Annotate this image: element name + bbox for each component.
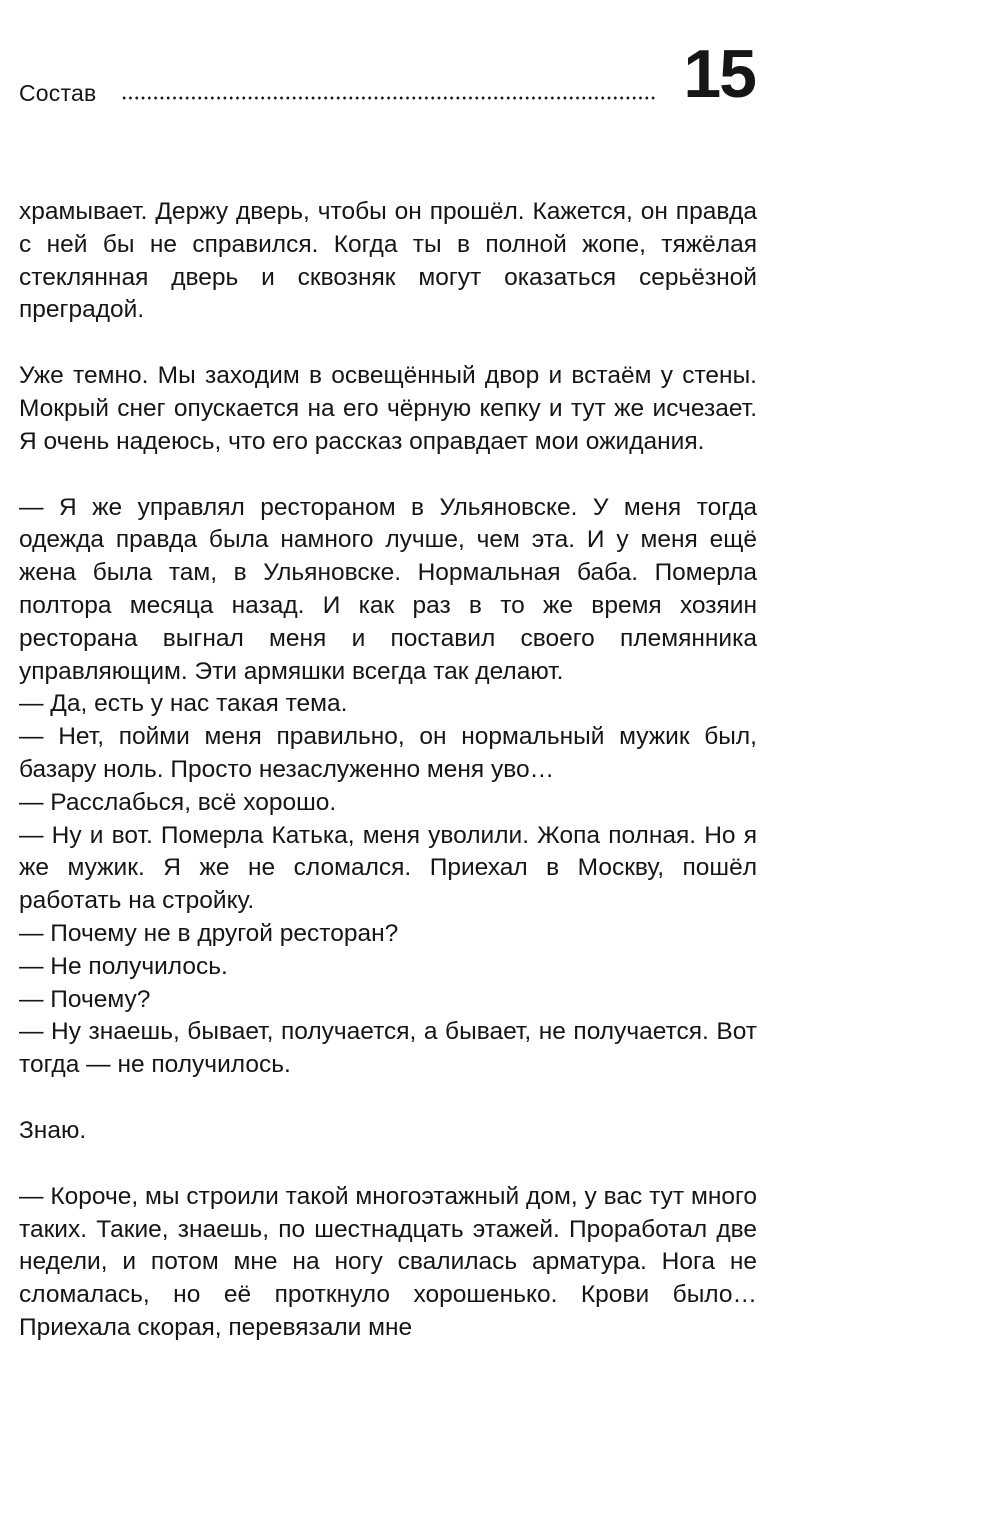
dialogue-line: — Короче, мы строили такой многоэтажный дом, у вас тут много таких. Такие, знаешь, по шестнадцать этажей. Проработал две недели, и потом мне на ногу свалилась арматура. Нога не сломалась, но её проткнуло хорошенько. Крови было… Приехала скорая, перевязали мне — [19, 1182, 757, 1341]
dialogue-line: — Ну знаешь, бывает, получается, а бывает, не получается. Вот тогда — не получилось. — [19, 1018, 757, 1079]
paragraph-gap — [19, 1082, 757, 1115]
paragraph-gap — [19, 459, 757, 492]
dialogue-line: — Нет, пойми меня правильно, он нормальный мужик был, базару ноль. Просто незаслуженно меня уво… — [19, 723, 757, 783]
section-title: Состав — [19, 80, 97, 106]
dialogue-line: — Ну и вот. Померла Катька, меня уволили. Жопа полная. Но я же мужик. Я же не сломался. Приехал в Москву, пошёл работать на стройку. — [19, 821, 757, 915]
page-header — [19, 38, 759, 110]
page-number: 15 — [683, 36, 755, 112]
dialogue-line: — Я же управлял рестораном в Ульяновске. У меня тогда одежда правда была намного лучше, чем эта. И у меня ещё жена была там, в Ульяновске. Нормальная баба. Померла полтора месяца назад. И как раз в то же время хозяин ресторана выгнал меня и поставил своего племянника управляющим. Эти армяшки всегда так делают. — [19, 493, 757, 685]
dialogue-line: — Не получилось. — [19, 952, 228, 980]
dialogue-line: — Почему не в другой ресторан? — [19, 919, 399, 947]
page-body — [19, 196, 757, 1345]
dialogue-line: — Расслабься, всё хорошо. — [19, 788, 337, 816]
dialogue-line: — Да, есть у нас такая тема. — [19, 690, 348, 718]
paragraph: Уже темно. Мы заходим в освещённый двор и встаём у стены. Мокрый снег опускается на его чёрную кепку и тут же исчезает. Я очень надеюсь, что его рассказ оправдает мои ожидания. — [19, 362, 757, 455]
paragraph-gap — [19, 1148, 757, 1181]
paragraph-gap — [19, 327, 757, 360]
dialogue-line: — Почему? — [19, 985, 151, 1013]
dotted-leader — [121, 96, 657, 100]
paragraph: храмывает. Держу дверь, чтобы он прошёл. Кажется, он правда с ней бы не справился. Когда ты в полной жопе, тяжёлая стеклянная дверь и сквозняк могут оказаться серьёзной преградой. — [19, 198, 757, 324]
paragraph: Знаю. — [19, 1116, 87, 1144]
